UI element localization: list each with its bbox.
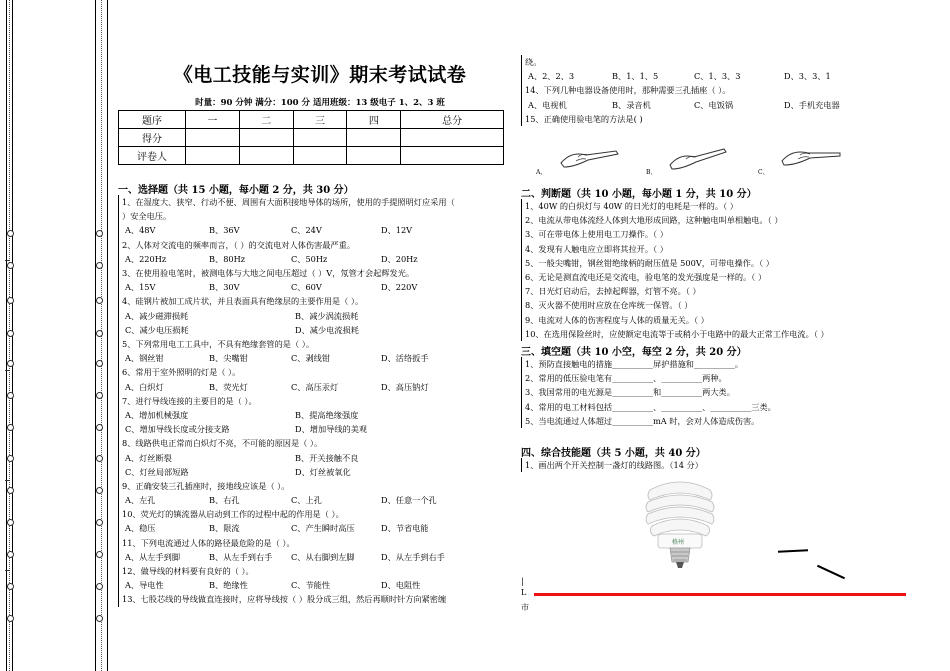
score-header-cell: 三 <box>293 111 347 129</box>
option[interactable]: D、减少电流损耗 <box>295 324 359 335</box>
question-line: 8、灭火器不使用时应放在仓库统一保管。（ ） <box>521 298 911 312</box>
grader-cell[interactable] <box>401 147 504 165</box>
question-line: 5、当电流通过人体超过__________mA 时，会对人体造成伤害。 <box>521 414 911 428</box>
question-line: 2、电流从带电体流经人体到大地形成回路，这种触电叫单相触电。（ ） <box>521 213 911 227</box>
option[interactable]: A、钢丝钳 <box>125 353 164 364</box>
option[interactable]: D、20Hz <box>381 253 418 264</box>
option[interactable]: A、导电性 <box>125 580 164 591</box>
question-line: 5、下列常用电工工具中，不具有绝缘套管的是（ ）。 <box>118 337 504 351</box>
option[interactable]: A、灯丝断裂 <box>125 452 172 463</box>
option[interactable]: C、从右脚到左脚 <box>291 551 355 562</box>
question-line: 7、进行导线连接的主要目的是（ ）。 <box>118 394 504 408</box>
option[interactable]: C、上孔 <box>291 495 322 506</box>
question-line: 1、40W 的白炽灯与 40W 的日光灯的电耗是一样的。（ ） <box>521 199 911 213</box>
question-line: 12、做导线的材料要有良好的（ ）。 <box>118 564 504 578</box>
section-heading: 四、综合技能题（共 5 小题，共 40 分） <box>521 448 706 459</box>
option[interactable]: D、活络扳手 <box>381 353 429 364</box>
question-line: 3、我国常用的电光源是__________和__________两大类。 <box>521 385 911 399</box>
hand-pen-icon-c <box>776 143 846 173</box>
options-row <box>118 550 504 564</box>
fill-questions <box>521 357 911 428</box>
options-row <box>118 521 504 535</box>
option[interactable]: B、录音机 <box>612 99 651 110</box>
options-row <box>118 465 504 479</box>
binding-hole <box>96 297 103 304</box>
option[interactable]: A、220Hz <box>125 253 167 264</box>
binding-tick <box>5 260 10 261</box>
options-row <box>118 451 504 465</box>
option[interactable]: C、60V <box>291 282 322 293</box>
question-line: 7、日光灯启动后，去掉起辉器，灯管不亮。（ ） <box>521 284 911 298</box>
option[interactable]: D、电阻性 <box>381 580 421 591</box>
score-cell[interactable] <box>401 129 504 147</box>
score-cell[interactable] <box>347 129 401 147</box>
option[interactable]: C、节能性 <box>291 580 331 591</box>
grader-cell[interactable] <box>239 147 293 165</box>
options-row <box>118 380 504 394</box>
grader-cell[interactable] <box>347 147 401 165</box>
binding-hole <box>7 551 14 558</box>
skill-questions <box>521 458 911 472</box>
question-line: 4、硅钢片被加工成片状，并且表面具有绝缘层的主要作用是（ ）。 <box>118 294 504 308</box>
score-cell[interactable] <box>186 129 240 147</box>
option[interactable]: A、从左手到脚 <box>125 551 181 562</box>
score-row <box>119 129 504 147</box>
option[interactable]: A、稳压 <box>125 523 156 534</box>
options-row <box>118 323 504 337</box>
question-line: ）安全电压。 <box>118 209 504 223</box>
binding-tick <box>5 570 10 571</box>
score-header-cell: 二 <box>239 111 293 129</box>
binding-hole <box>96 583 103 590</box>
option[interactable]: C、减少电压损耗 <box>125 324 189 335</box>
option[interactable]: B、80Hz <box>209 253 246 264</box>
binding-hole <box>96 519 103 526</box>
binding-hole <box>96 360 103 367</box>
binding-hole <box>7 230 14 237</box>
option[interactable]: B、提高绝缘强度 <box>295 409 359 420</box>
grader-row <box>119 147 504 165</box>
option[interactable]: A、15V <box>125 282 156 293</box>
binding-tick <box>5 480 10 481</box>
option[interactable]: B、尖嘴钳 <box>209 353 248 364</box>
binding-margin <box>0 0 112 671</box>
options-row <box>118 422 504 436</box>
score-table <box>118 110 504 165</box>
option[interactable]: B、30V <box>209 282 240 293</box>
option[interactable]: B、从左手到右手 <box>209 551 273 562</box>
question-line: 3、可在带电体上使用电工刀操作。（ ） <box>521 227 911 241</box>
binding-hole <box>96 392 103 399</box>
binding-hole <box>96 455 103 462</box>
score-cell[interactable] <box>293 129 347 147</box>
footer-letter: 市 <box>521 603 529 612</box>
option[interactable]: A、增加机械强度 <box>125 409 189 420</box>
choice-questions <box>118 195 504 607</box>
option[interactable]: D、220V <box>381 282 418 293</box>
binding-hole <box>7 487 14 494</box>
question-line: 1、预防直接触电的措施__________屏护措施和__________。 <box>521 357 911 371</box>
option[interactable]: C、产生瞬时高压 <box>291 523 355 534</box>
options-row <box>118 280 504 294</box>
question-line: 4、发现有人触电应立即将其拉开。（ ） <box>521 242 911 256</box>
picture-label: C、 <box>758 169 769 176</box>
option[interactable]: B、绝缘性 <box>209 580 248 591</box>
binding-hole <box>7 330 14 337</box>
option[interactable]: B、36V <box>209 225 240 236</box>
binding-hole <box>96 262 103 269</box>
option[interactable]: C、电饭锅 <box>694 99 734 110</box>
option[interactable]: D、节省电能 <box>381 523 429 534</box>
binding-hole <box>7 262 14 269</box>
binding-hole <box>7 360 14 367</box>
option[interactable]: D、灯丝被氧化 <box>295 466 351 477</box>
question-line: 13、七股芯线的导线做直连接时，应将导线按（ ）股分成三组，然后再顺时针方向紧密缠 <box>118 592 504 606</box>
score-row-label: 评卷人 <box>119 147 186 165</box>
option[interactable]: C、50Hz <box>291 253 328 264</box>
score-row-label: 得分 <box>119 129 186 147</box>
option[interactable]: B、1、1、5 <box>612 71 659 82</box>
grader-cell[interactable] <box>186 147 240 165</box>
binding-hole <box>7 297 14 304</box>
option[interactable]: D、12V <box>381 225 413 236</box>
option[interactable]: A、白炽灯 <box>125 381 164 392</box>
binding-hole <box>96 551 103 558</box>
option[interactable]: C、高压汞灯 <box>291 381 339 392</box>
option[interactable]: D、3、3、1 <box>784 71 831 82</box>
option[interactable]: C、24V <box>291 225 322 236</box>
question-line: 11、下列电流通过人体的路径最危险的是（ ）。 <box>118 536 504 550</box>
drawn-mark <box>817 565 845 579</box>
choice-questions-cont <box>521 55 911 126</box>
option[interactable]: A、电视机 <box>528 99 567 110</box>
binding-hole <box>7 519 14 526</box>
section-heading: 二、判断题（共 10 小题，每小题 1 分，共 10 分） <box>521 189 757 200</box>
hand-pen-icon-a <box>556 143 626 173</box>
option[interactable]: A、48V <box>125 225 156 236</box>
score-header-cell: 总分 <box>401 111 504 129</box>
question-line: 绕。 <box>521 55 911 69</box>
margin-bar: | <box>521 577 524 586</box>
red-line <box>534 593 906 596</box>
binding-hole <box>96 424 103 431</box>
option[interactable]: C、剥线钳 <box>291 353 331 364</box>
question-line: 6、常用于室外照明的灯是（ ）。 <box>118 365 504 379</box>
binding-hole <box>7 583 14 590</box>
tester-pictures <box>536 143 856 177</box>
options-row <box>118 408 504 422</box>
question-line: 10、在选用保险丝时，应使额定电流等于或稍小于电路中的最大正常工作电流。（ ） <box>521 327 911 341</box>
question-line: 3、在使用验电笔时，被测电体与大地之间电压超过（ ）V，氖管才会起辉发光。 <box>118 266 504 280</box>
score-header-cell: 四 <box>347 111 401 129</box>
option[interactable]: D、高压钠灯 <box>381 381 429 392</box>
binding-hole <box>7 455 14 462</box>
binding-hole <box>7 615 14 622</box>
option[interactable]: B、荧光灯 <box>209 381 248 392</box>
option[interactable]: A、减少磁滞损耗 <box>125 310 189 321</box>
question-line: 1、画出两个开关控制一盏灯的线路图。（14 分） <box>521 458 911 472</box>
section-heading: 一、选择题（共 15 小题，每小题 2 分，共 30 分） <box>118 185 354 196</box>
footer-letter: L <box>521 588 527 597</box>
picture-label: B、 <box>646 169 657 176</box>
question-line: 10、荧光灯的镇流器从启动到工作的过程中起的作用是（ ）。 <box>118 507 504 521</box>
binding-hole <box>96 615 103 622</box>
option[interactable]: C、1、3、3 <box>694 71 741 82</box>
options-row <box>521 69 911 83</box>
question-line: 6、无论是测直流电还是交流电，验电笔的发光强度是一样的。（ ） <box>521 270 911 284</box>
cfl-bulb-icon <box>640 472 720 572</box>
question-line: 2、常用的低压验电笔有__________、__________两种。 <box>521 371 911 385</box>
option[interactable]: B、开关接触不良 <box>295 452 359 463</box>
option[interactable]: D、从左手到右手 <box>381 551 445 562</box>
binding-hole <box>7 392 14 399</box>
option[interactable]: B、限流 <box>209 523 240 534</box>
question-line: 2、人体对交流电的频率而言，（ ）的交流电对人体伤害最严重。 <box>118 238 504 252</box>
option[interactable]: A、左孔 <box>125 495 156 506</box>
binding-tick <box>5 370 10 371</box>
option[interactable]: D、手机充电器 <box>784 99 840 110</box>
options-row <box>118 309 504 323</box>
option[interactable]: C、增加导线长度或分接支路 <box>125 424 230 435</box>
option[interactable]: A、2、2、3 <box>528 71 575 82</box>
question-line: 8、线路供电正常而白炽灯不亮，不可能的原因是（ ）。 <box>118 436 504 450</box>
options-row <box>118 351 504 365</box>
exam-meta: 时量：90 分钟 满分：100 分 适用班级：13 级电子 1、2、3 班 <box>195 98 445 108</box>
options-row <box>521 98 911 112</box>
question-line: 9、电流对人体的伤害程度与人体的质量无关。（ ） <box>521 313 911 327</box>
score-cell[interactable] <box>239 129 293 147</box>
binding-hole <box>96 230 103 237</box>
option[interactable]: D、任意一个孔 <box>381 495 437 506</box>
picture-label: A、 <box>536 169 547 176</box>
options-row <box>118 223 504 237</box>
binding-hole <box>96 487 103 494</box>
option[interactable]: D、增加导线的美观 <box>295 424 368 435</box>
options-row <box>118 578 504 592</box>
section-heading: 三、填空题（共 10 小空，每空 2 分，共 20 分） <box>521 347 747 358</box>
judge-questions <box>521 199 911 341</box>
question-line: 9、正确安装三孔插座时，接地线应该是（ ）。 <box>118 479 504 493</box>
options-row <box>118 252 504 266</box>
question-line: 5、一般尖嘴钳，钢丝钳绝缘柄的耐压值是 500V，可带电操作。（ ） <box>521 256 911 270</box>
bulb-brand: 格州 <box>672 539 685 546</box>
question-line: 1、在湿度大、狭窄、行动不便、周围有大面积接地导体的场所，使用的手提照明灯应采用（ <box>118 195 504 209</box>
binding-hole <box>7 424 14 431</box>
score-header-cell: 一 <box>186 111 240 129</box>
score-header-cell: 题序 <box>119 111 186 129</box>
drawn-mark <box>778 549 808 553</box>
binding-hole <box>96 330 103 337</box>
question-line: 15、正确使用验电笔的方法是( ) <box>521 112 911 126</box>
option[interactable]: B、右孔 <box>209 495 240 506</box>
hand-pen-icon-b <box>666 143 736 173</box>
question-line: 4、常用的电工材料包括__________、__________、__________三类。 <box>521 400 911 414</box>
options-row <box>118 493 504 507</box>
exam-title: 《电工技能与实训》期末考试试卷 <box>173 64 467 86</box>
grader-cell[interactable] <box>293 147 347 165</box>
option[interactable]: B、减少涡流损耗 <box>295 310 359 321</box>
score-header-row <box>119 111 504 129</box>
question-line: 14、下列几种电器设备使用时，那种需要三孔插座（ ）。 <box>521 83 911 97</box>
option[interactable]: C、灯丝局部短路 <box>125 466 189 477</box>
